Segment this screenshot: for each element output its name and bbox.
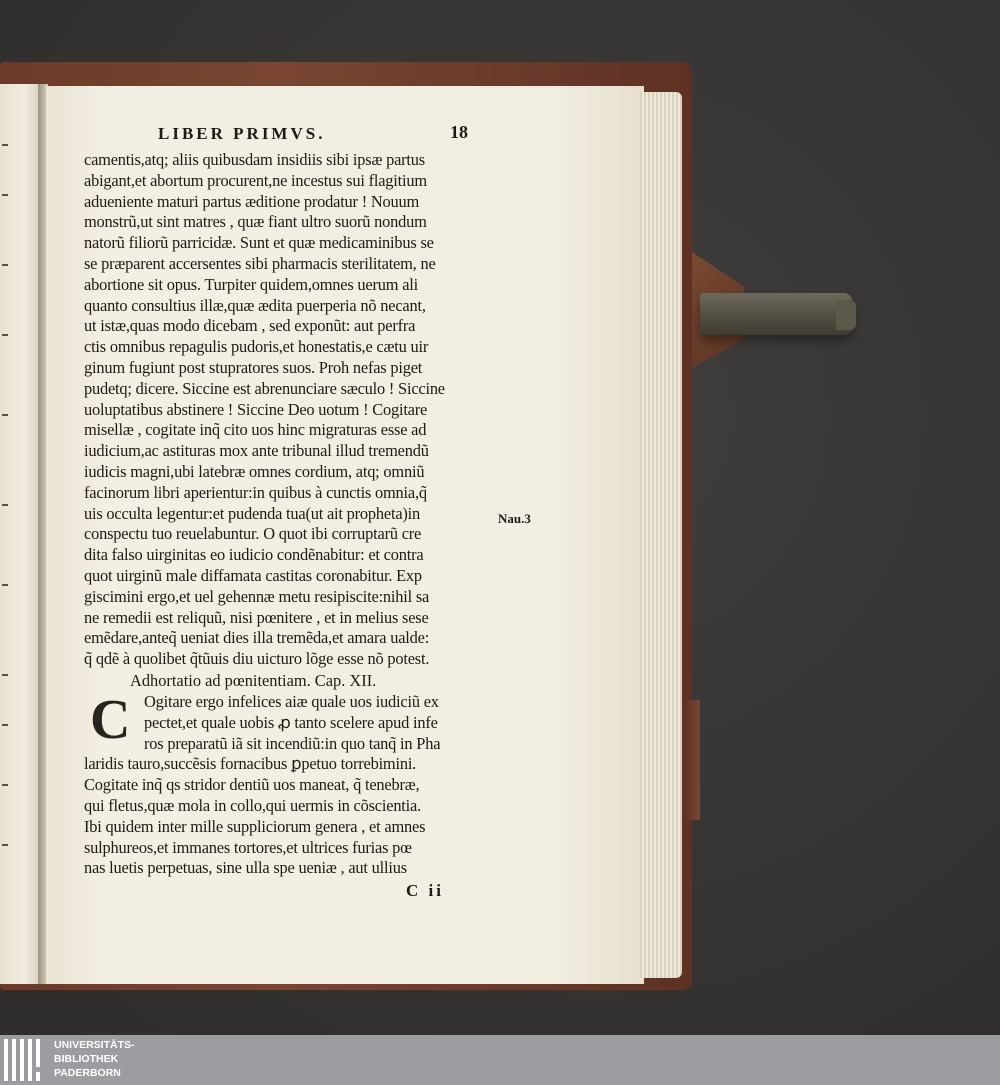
folio-number: 18 [450,122,468,142]
running-head [84,120,496,150]
clasp-tip [836,300,856,330]
text-line: iudicis magni,ubi latebræ omnes cordium, atq; omniũ [84,461,425,481]
text-line: pectet,et quale uobis ꝓ tanto scelere apud infe [144,712,438,732]
logo-line: UNIVERSITÄTS- [54,1039,135,1051]
text-line: iudicium,ac astituras mox ante tribunal illud tremendũ [84,441,429,461]
text-line: abigant,et abortum procurent,ne incestus sui flagitium [84,170,427,190]
marginal-note: Nau.3 [498,511,531,526]
text-line: ros preparatũ iã sit incendiũ:in quo tanq̃ in Pha [144,733,441,753]
text-line: quanto consultius illæ,quæ ædita puerperia nõ necant, [84,295,426,315]
chapter-heading: Adhortatio ad pœnitentiam. Cap. XII. [130,670,377,690]
text-line: natorũ filiorũ parricidæ. Sunt et quæ medicaminibus se [84,233,434,253]
running-title: LIBER PRIMVS. [158,124,326,143]
text-line: ginum fugiunt post stupratores suos. Proh nefas piget [84,357,423,377]
library-logo-text [54,1038,135,1080]
text-line: giscimini ergo,et uel gehennæ metu resipiscite:nihil sa [84,586,430,606]
footer-bar [0,1035,1000,1085]
text-line: camentis,atq; aliis quibusdam insidiis sibi ipsæ partus [84,150,425,169]
logo-line: BIBLIOTHEK [54,1053,119,1065]
drop-cap: C [90,688,131,751]
text-line: emẽdare,anteq̃ ueniat dies illa tremẽda,et amara ualde: [84,628,430,648]
text-line: Ogitare ergo infelices aiæ quale uos iudiciũ ex [144,691,439,711]
text-line: adueniente maturi partus æditione prodatur ! Nouum [84,191,420,211]
text-line: pudetq; dicere. Siccine est abrenunciare sæculo ! Siccine [84,378,445,398]
text-line: quot uirginũ male diffamata castitas coronabitur. Exp [84,565,422,585]
text-line: facinorum libri aperientur:in quibus à cunctis omnia,q̃ [84,482,427,502]
text-line: Ibi quidem inter mille suppliciorum genera , et amnes [84,816,426,836]
metal-clasp [700,293,852,335]
leather-strap [684,700,700,820]
text-line: ctis omnibus repagulis pudoris,et honestatis,e cætu uir [84,337,429,357]
body-text-before-heading [84,150,496,670]
text-line: se præparent accersentes sibi pharmacis sterilitatem, ne [84,253,436,273]
text-line: laridis tauro,succẽsis fornacibus ꝑpetuo torrebimini. [84,754,417,774]
logo-line: PADERBORN [54,1067,121,1079]
page-edges [640,92,682,978]
text-line: abortione sit opus. Turpiter quidem,omnes uerum ali [84,274,418,294]
text-line: qui fletus,quæ mola in collo,qui uermis in cõscientia. [84,795,421,815]
text-line: Cogitate inq̃ qs stridor dentiũ uos maneat, q̃ tenebræ, [84,775,420,795]
text-line: misellæ , cogitate inq̃ cito uos hinc migraturas esse ad [84,420,427,440]
page-text-block [84,120,496,903]
chapter-opening [84,688,496,754]
text-line: uis occulta legentur:et pudenda tua(ut ait propheta)in [84,503,421,523]
body-text-indented [84,688,496,754]
text-line: ut istæ,quas modo dicebam , sed exponũt: aut perfra [84,316,416,336]
left-page-edge [0,84,40,984]
text-line: ne remedii est reliquũ, nisi pœnitere , et in melius sese [84,607,429,627]
signature-mark: C ii [406,881,444,901]
text-line: nas luetis perpetuas, sine ulla spe ueniæ , aut ullius [84,858,407,878]
text-line: conspectu tuo reuelabuntur. O quot ibi corruptarũ cre [84,524,422,544]
text-line: sulphureos,et immanes tortores,et ultrices furias pœ [84,837,412,857]
text-line: q̃ qdẽ à quolibet q̃tũuis diu uicturo lõge esse nõ potest. [84,649,430,669]
text-line: uoluptatibus abstinere ! Siccine Deo uotum ! Cogitare [84,399,428,419]
body-text-after-heading [84,754,496,879]
text-line: monstrũ,ut sint matres , quæ fiant ultro suorũ nondum [84,212,427,232]
text-line: dita falso uirginitas eo iudicio condẽnabitur: et contra [84,545,424,565]
